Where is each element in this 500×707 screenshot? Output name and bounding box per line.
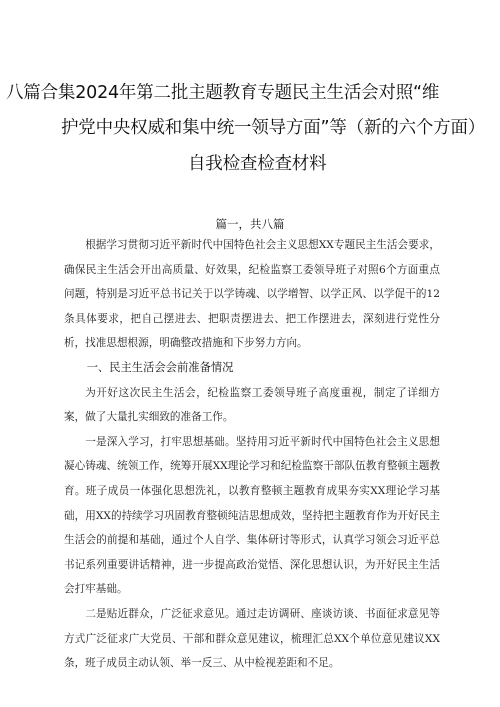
section-paragraph-1: 为开好这次民主生活会，纪检监察工委领导班子高度重视，制定了详细方案，做了大量扎实细致的准备工作。: [64, 386, 440, 424]
intro-paragraph: 根据学习贯彻习近平新时代中国特色社会主义思想XX专题民主生活会要求，确保民主生活会开出高质量、好效果，纪检监察工委领导班子对照6个方面重点问题，特别是习近平总书记关于以学铸魂、以学增智、以学正风、以学促干的12条具体要求，把自己摆进去、把职责摆进去、把工作摆进去，深刻进行党性分析，找准思想根源，明确整改措施和下步努力方向。: [64, 239, 440, 350]
section-paragraph-3: 二是贴近群众，广泛征求意见。通过走访调研、座谈访谈、书面征求意见等方式广泛征求广大党员、干部和群众意见建议，梳理汇总XX个单位意见建议XX条，班子成员主动认领、举一反三、从中检视差距和不足。: [64, 607, 440, 670]
document-title-line-3: 自我检查检查材料: [188, 154, 327, 174]
document-body: [64, 233, 440, 676]
document-title-line-2: 护党中央权威和集中统一领导方面”等（新的六个方面）: [61, 118, 486, 138]
document-subtitle: 篇一，共八篇: [215, 217, 285, 231]
section-heading: 一、民主生活会会前准备情况: [86, 360, 234, 374]
section-paragraph-2: 一是深入学习，打牢思想基础。坚持用习近平新时代中国特色社会主义思想凝心铸魂、统领工作，统筹开展XX理论学习和纪检监察干部队伍教育整顿主题教育。班子成员一体强化思想洗礼，以教育整顿主题教育成果夯实XX理论学习基础，用XX的持续学习巩固教育整顿纯洁思想成效，坚持把主题教育作为开好民主生活会的前提和基础，通过个人自学、集体研讨等形式，认真学习领会习近平总书记系列重要讲话精神，进一步提高政治觉悟、深化思想认识，为开好民主生活会打牢基础。: [64, 435, 440, 596]
document-title-line-1: 八篇合集2024年第二批主题教育专题民主生活会对照“维: [6, 83, 440, 103]
